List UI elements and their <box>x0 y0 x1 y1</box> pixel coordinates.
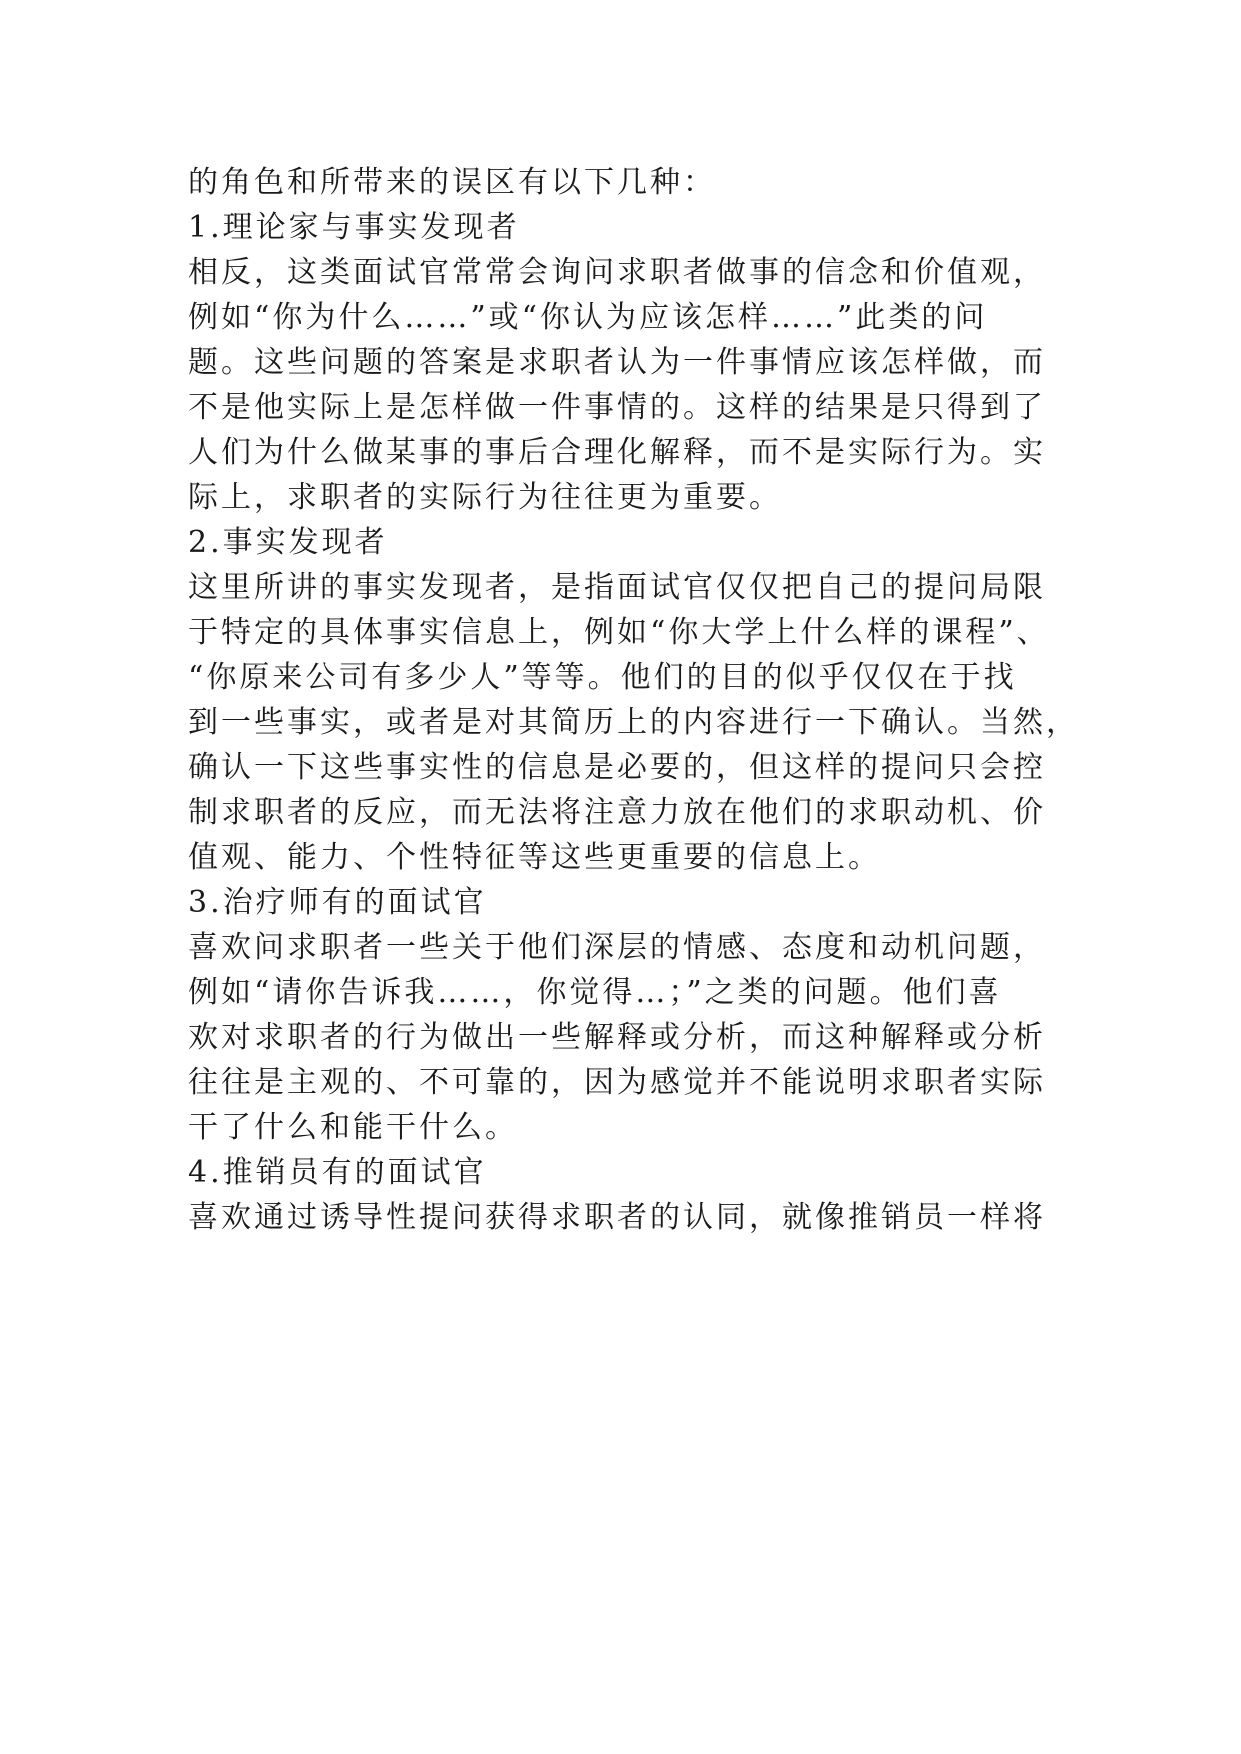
section-heading: 2.事实发现者 <box>188 525 388 560</box>
text-line: 不是他实际上是怎样做一件事情的。这样的结果是只得到了 <box>188 390 1046 425</box>
text-line: “你原来公司有多少人”等等。他们的目的似乎仅仅在于找 <box>188 660 1017 695</box>
text-line: 相反，这类面试官常常会询问求职者做事的信念和价值观， <box>188 255 1046 290</box>
section-heading: 3.治疗师有的面试官 <box>188 885 487 920</box>
text-line: 喜欢通过诱导性提问获得求职者的认同，就像推销员一样将 <box>188 1200 1046 1235</box>
text-line: 的角色和所带来的误区有以下几种： <box>188 165 716 200</box>
text-line: 欢对求职者的行为做出一些解释或分析，而这种解释或分析 <box>188 1020 1046 1055</box>
text-line: 值观、能力、个性特征等这些更重要的信息上。 <box>188 840 881 875</box>
text-line: 例如“请你告诉我……，你觉得…；”之类的问题。他们喜 <box>188 975 1002 1010</box>
text-line: 际上，求职者的实际行为往往更为重要。 <box>188 480 782 515</box>
section-heading: 4.推销员有的面试官 <box>188 1155 487 1190</box>
text-line: 于特定的具体事实信息上，例如“你大学上什么样的课程”、 <box>188 615 1050 650</box>
text-line: 制求职者的反应，而无法将注意力放在他们的求职动机、价 <box>188 795 1046 830</box>
text-line: 例如“你为什么……”或“你认为应该怎样……”此类的问 <box>188 300 988 335</box>
text-line: 往往是主观的、不可靠的，因为感觉并不能说明求职者实际 <box>188 1065 1046 1100</box>
text-line: 确认一下这些事实性的信息是必要的，但这样的提问只会控 <box>188 750 1046 785</box>
section-heading: 1.理论家与事实发现者 <box>188 210 520 245</box>
text-line: 这里所讲的事实发现者，是指面试官仅仅把自己的提问局限 <box>188 570 1046 605</box>
text-line: 干了什么和能干什么。 <box>188 1110 518 1145</box>
text-line: 题。这些问题的答案是求职者认为一件事情应该怎样做，而 <box>188 345 1046 380</box>
text-line: 喜欢问求职者一些关于他们深层的情感、态度和动机问题， <box>188 930 1046 965</box>
text-line: 到一些事实，或者是对其简历上的内容进行一下确认。当然， <box>188 705 1079 740</box>
document-body <box>188 160 1079 1240</box>
text-line: 人们为什么做某事的事后合理化解释，而不是实际行为。实 <box>188 435 1046 470</box>
